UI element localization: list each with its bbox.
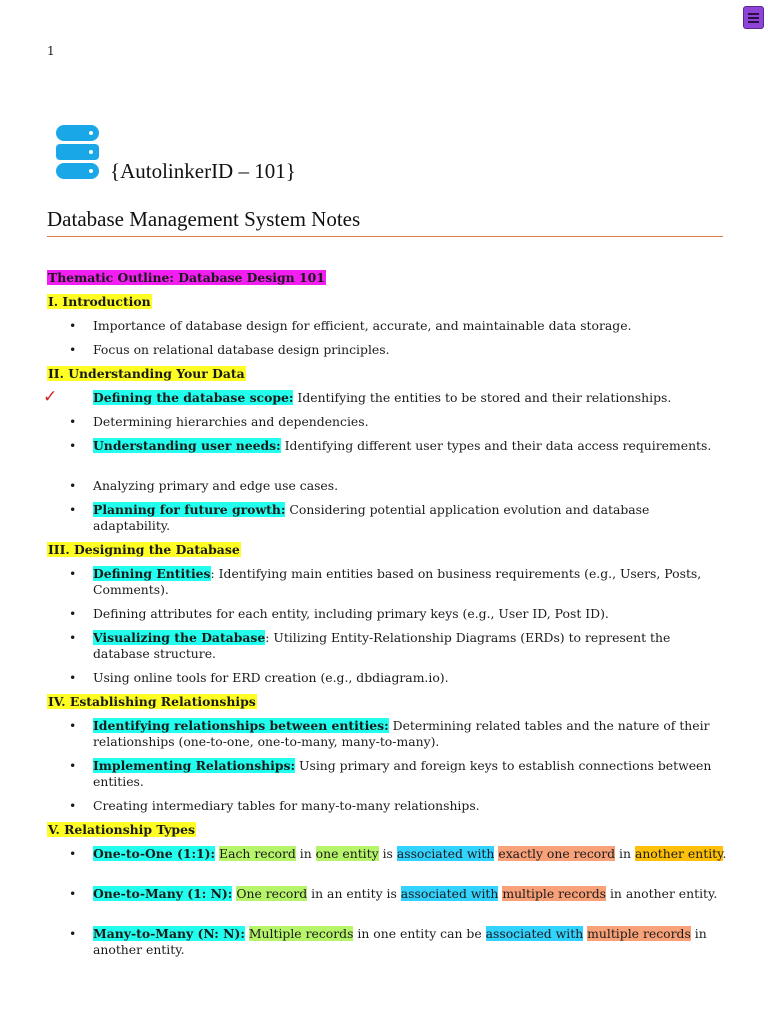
list-item: • One-to-Many (1: N): One record in an entity is associated with multiple records in another entity. bbox=[47, 886, 727, 926]
introduction-list bbox=[47, 318, 727, 366]
list-item: • One-to-One (1:1): Each record in one entity is associated with exactly one record in another entity. bbox=[47, 846, 727, 886]
list-item: • Defining Entities: Identifying main entities based on business requirements (e.g., Users, Posts, Comments). bbox=[47, 566, 727, 606]
list-item: • Focus on relational database design principles. bbox=[47, 342, 727, 366]
list-item: ✓ Defining the database scope: Identifying the entities to be stored and their relationships. bbox=[43, 387, 672, 407]
list-item: • Importance of database design for efficient, accurate, and maintainable data storage. bbox=[47, 318, 727, 342]
section-heading-relationship-types: V. Relationship Types bbox=[48, 822, 195, 837]
database-icon bbox=[56, 125, 99, 183]
list-item: • Defining attributes for each entity, including primary keys (e.g., User ID, Post ID). bbox=[47, 606, 727, 630]
relationship-types-list bbox=[47, 846, 727, 966]
menu-button[interactable] bbox=[743, 6, 764, 29]
section-heading-introduction: I. Introduction bbox=[48, 294, 151, 309]
document-id: {AutolinkerID – 101} bbox=[110, 159, 296, 183]
page-number: 1 bbox=[47, 44, 55, 58]
list-item: • Creating intermediary tables for many-to-many relationships. bbox=[47, 798, 727, 822]
page-title: Database Management System Notes bbox=[47, 207, 361, 231]
outline-content bbox=[43, 270, 727, 966]
hamburger-menu-icon bbox=[748, 13, 759, 15]
list-item: • Understanding user needs: Identifying different user types and their data access requirements. bbox=[47, 438, 727, 478]
list-item: • Determining hierarchies and dependencies. bbox=[47, 414, 727, 438]
list-item: • Many-to-Many (N: N): Multiple records in one entity can be associated with multiple records in another entity. bbox=[47, 926, 727, 966]
list-item: • Identifying relationships between entities: Determining related tables and the nature of their relationships (one-to-one, one-to-many, many-to-many). bbox=[47, 718, 727, 758]
title-divider bbox=[47, 236, 723, 237]
list-item: • Implementing Relationships: Using primary and foreign keys to establish connections between entities. bbox=[47, 758, 727, 798]
list-item: • Analyzing primary and edge use cases. bbox=[47, 478, 727, 502]
checkmark-icon: ✓ bbox=[43, 387, 58, 407]
section-heading-understanding: II. Understanding Your Data bbox=[48, 366, 245, 381]
section-heading-relationships: IV. Establishing Relationships bbox=[48, 694, 256, 709]
relationships-list bbox=[47, 718, 727, 822]
list-item: • Planning for future growth: Considering potential application evolution and database adaptability. bbox=[47, 502, 727, 542]
list-item: • Visualizing the Database: Utilizing Entity-Relationship Diagrams (ERDs) to represent the database structure. bbox=[47, 630, 727, 670]
outline-title: Thematic Outline: Database Design 101 bbox=[48, 270, 325, 285]
list-item: • Using online tools for ERD creation (e.g., dbdiagram.io). bbox=[47, 670, 727, 694]
designing-list bbox=[47, 566, 727, 694]
understanding-list bbox=[43, 387, 727, 542]
section-heading-designing: III. Designing the Database bbox=[48, 542, 240, 557]
